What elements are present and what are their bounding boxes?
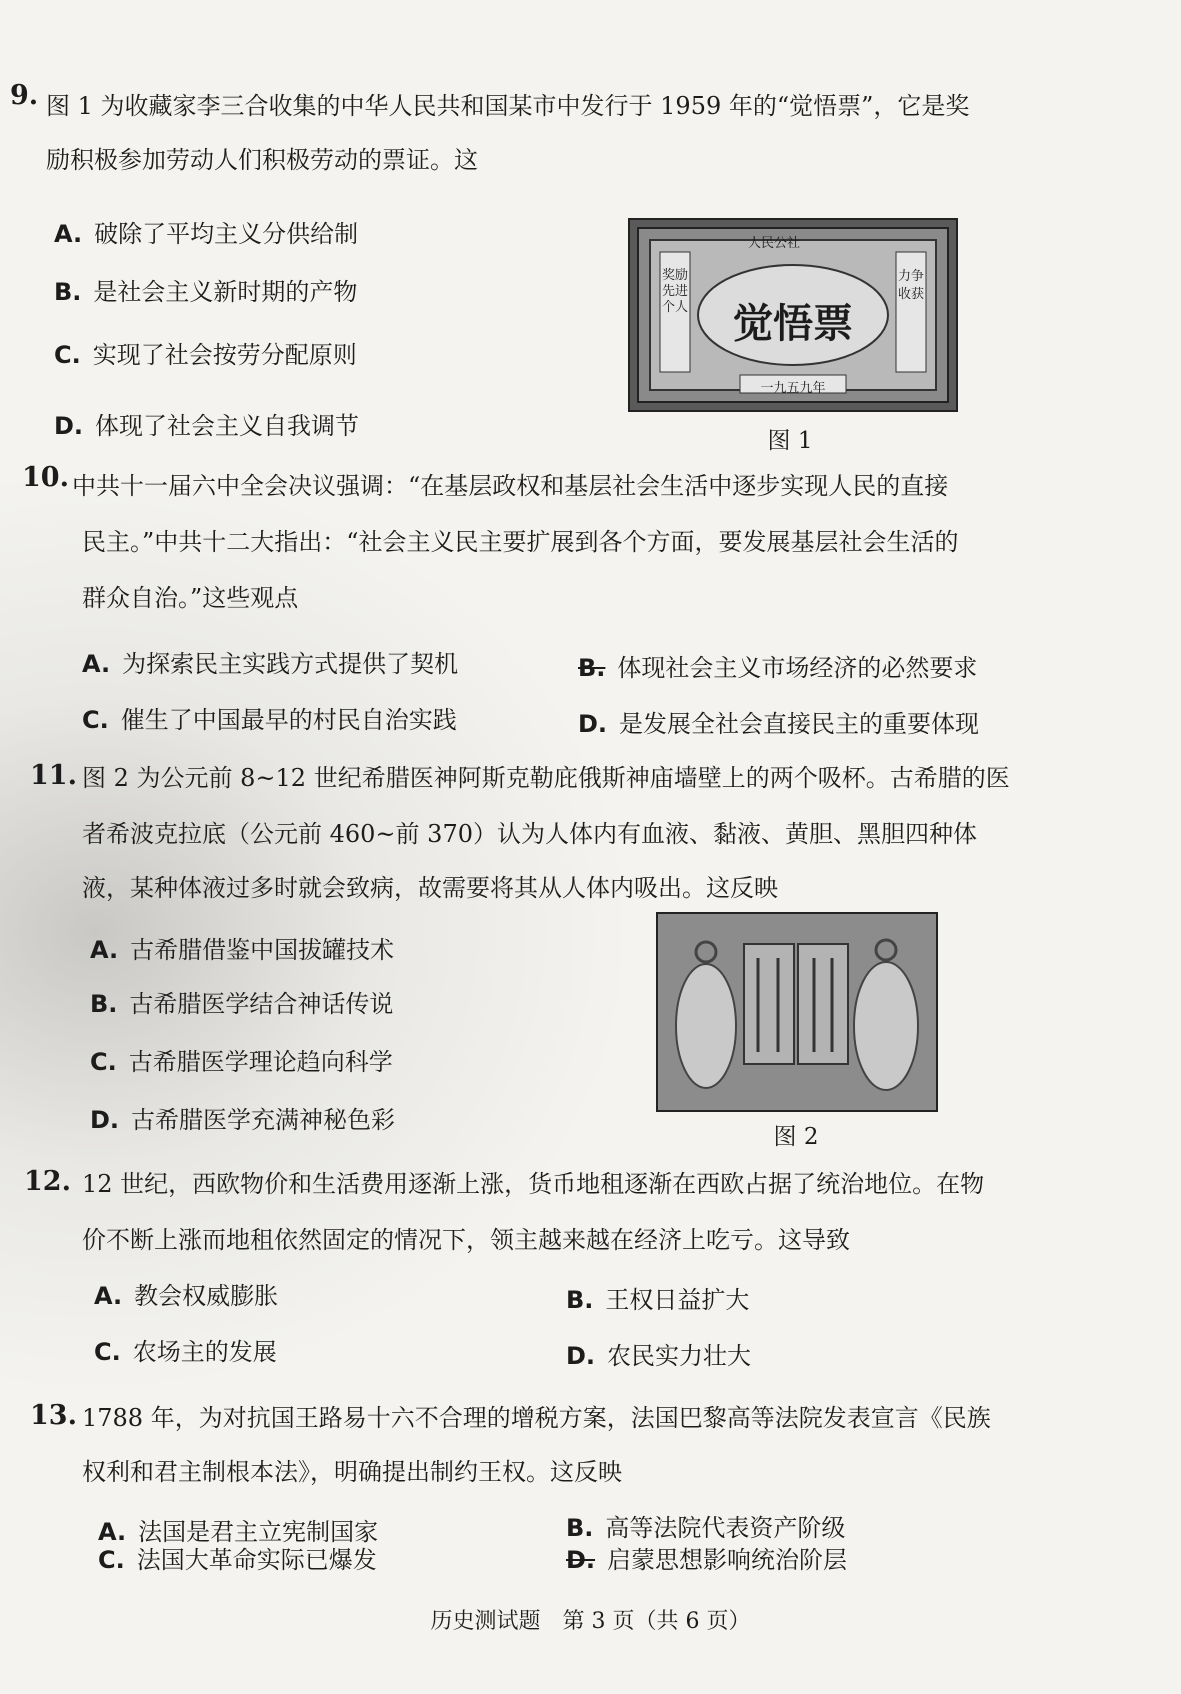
q9-option-c: C. 实现了社会按劳分配原则 [54, 341, 357, 369]
q13-option-b: B. 高等法院代表资产阶级 [566, 1514, 846, 1542]
ticket-top-text: 人民公社 [748, 236, 801, 251]
q12-option-a: A. 教会权威膨胀 [94, 1282, 279, 1310]
q11-number: 11. [30, 760, 77, 791]
q10-stem-line3: 群众自治。”这些观点 [82, 584, 299, 612]
q10-option-b: B. 体现社会主义市场经济的必然要求 [578, 654, 978, 682]
q11-option-d: D. 古希腊医学充满神秘色彩 [90, 1106, 396, 1134]
q13-option-c: C. 法国大革命实际已爆发 [98, 1546, 377, 1574]
q13-option-a: A. 法国是君主立宪制国家 [98, 1518, 379, 1546]
q10-option-c: C. 催生了中国最早的村民自治实践 [82, 706, 457, 734]
q11-stem-line1: 图 2 为公元前 8~12 世纪希腊医神阿斯克勒庇俄斯神庙墙壁上的两个吸杯。古希腊的医 [82, 764, 1010, 792]
ticket-right-text: 力争收获 [898, 269, 925, 302]
q9-option-b: B. 是社会主义新时期的产物 [54, 278, 358, 306]
figure1-caption: 图 1 [767, 428, 813, 454]
q11-option-b: B. 古希腊医学结合神话传说 [90, 990, 394, 1018]
q10-stem-line2: 民主。”中共十二大指出：“社会主义民主要扩展到各个方面，要发展基层社会生活的 [82, 528, 959, 556]
q12-stem-line2: 价不断上涨而地租依然固定的情况下，领主越来越在经济上吃亏。这导致 [82, 1226, 850, 1254]
q10-option-a: A. 为探索民主实践方式提供了契机 [82, 650, 459, 678]
relief-illustration [658, 914, 936, 1110]
figure2-caption: 图 2 [773, 1124, 819, 1150]
q12-stem-line1: 12 世纪，西欧物价和生活费用逐渐上涨，货币地租逐渐在西欧占据了统治地位。在物 [82, 1170, 985, 1198]
q10-stem-line1: 中共十一届六中全会决议强调：“在基层政权和基层社会生活中逐步实现人民的直接 [72, 472, 949, 500]
figure2-relief [656, 912, 938, 1112]
q9-option-a: A. 破除了平均主义分供给制 [54, 220, 359, 248]
q10-number: 10. [22, 462, 69, 493]
q13-number: 13. [30, 1400, 77, 1431]
q12-option-c: C. 农场主的发展 [94, 1338, 277, 1366]
q9-stem-line1: 图 1 为收藏家李三合收集的中华人民共和国某市中发行于 1959 年的“觉悟票”，它是奖 [46, 92, 970, 120]
q10-option-d: D. 是发展全社会直接民主的重要体现 [578, 710, 980, 738]
q12-option-b: B. 王权日益扩大 [566, 1286, 750, 1314]
q13-stem-line1: 1788 年，为对抗国王路易十六不合理的增税方案，法国巴黎高等法院发表宣言《民族 [82, 1404, 991, 1432]
ticket-bottom-text: 一九五九年 [760, 381, 826, 396]
q11-option-a: A. 古希腊借鉴中国拔罐技术 [90, 936, 395, 964]
ticket-title: 觉悟票 [733, 300, 853, 347]
ticket-left-text: 奖励先进个人 [662, 268, 689, 315]
figure1-ticket [628, 218, 958, 412]
q11-option-c: C. 古希腊医学理论趋向科学 [90, 1048, 393, 1076]
q12-option-d: D. 农民实力壮大 [566, 1342, 752, 1370]
q11-stem-line2: 者希波克拉底（公元前 460~前 370）认为人体内有血液、黏液、黄胆、黑胆四种体 [82, 820, 977, 848]
q9-option-d: D. 体现了社会主义自我调节 [54, 412, 360, 440]
q9-number: 9. [10, 80, 39, 111]
page-footer: 历史测试题 第 3 页（共 6 页） [430, 1609, 751, 1634]
q11-stem-line3: 液，某种体液过多时就会致病，故需要将其从人体内吸出。这反映 [82, 874, 778, 902]
q13-stem-line2: 权利和君主制根本法》，明确提出制约王权。这反映 [82, 1458, 622, 1486]
q13-option-d: D. 启蒙思想影响统治阶层 [566, 1546, 848, 1574]
q9-stem-line2: 励积极参加劳动人们积极劳动的票证。这 [46, 146, 478, 174]
q12-number: 12. [24, 1166, 71, 1197]
